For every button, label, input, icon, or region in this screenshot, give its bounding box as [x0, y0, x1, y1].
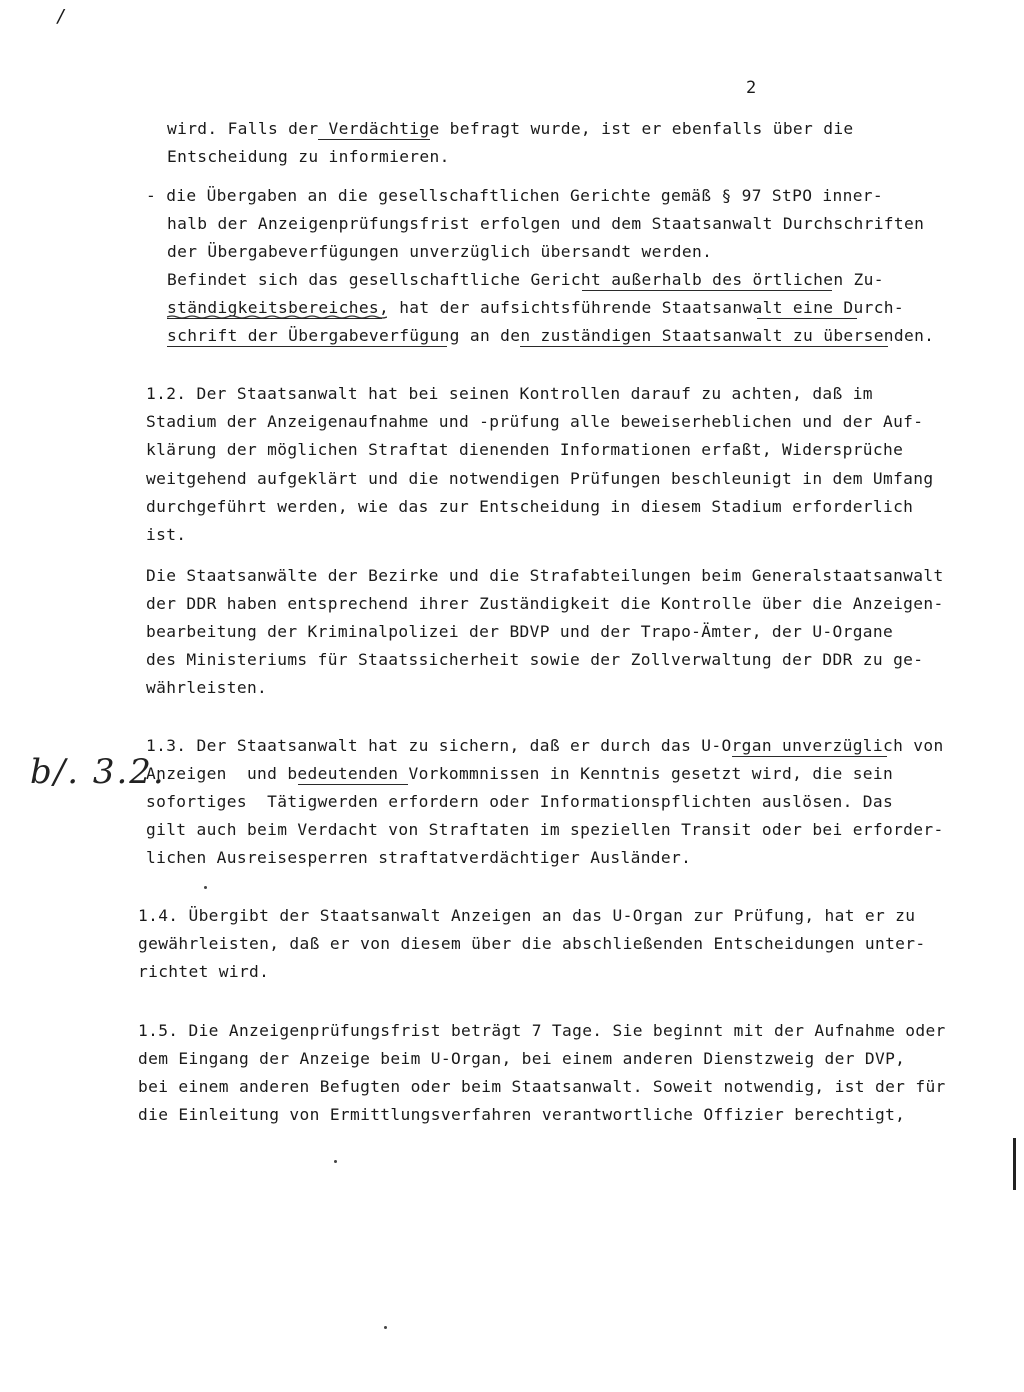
text-line: 1.4. Übergibt der Staatsanwalt Anzeigen an das U-Organ zur Prüfung, hat er zu	[138, 906, 916, 925]
text-line: halb der Anzeigenprüfungsfrist erfolgen und dem Staatsanwalt Durchschriften	[167, 214, 925, 233]
underline-schrift	[167, 346, 447, 347]
text-line: lichen Ausreisesperren straftatverdächtiger Ausländer.	[146, 848, 692, 867]
underline-unverzueglich	[732, 756, 887, 757]
text-line: währleisten.	[146, 678, 268, 697]
text-line: ist.	[146, 525, 187, 544]
text-line: sofortiges Tätigwerden erfordern oder Informationspflichten auslösen. Das	[146, 792, 894, 811]
underline-zustaendigkeit	[167, 318, 382, 319]
page-number: 2	[746, 78, 757, 98]
text-line: wird. Falls der Verdächtige befragt wurde, ist er ebenfalls über die	[167, 119, 854, 138]
text-line: Befindet sich das gesellschaftliche Gericht außerhalb des örtlichen Zu-	[167, 270, 884, 289]
text-line: 1.3. Der Staatsanwalt hat zu sichern, daß er durch das U-Organ unverzüglich von	[146, 736, 944, 755]
text-line: bearbeitung der Kriminalpolizei der BDVP und der Trapo-Ämter, der U-Organe	[146, 622, 894, 641]
text-line: dem Eingang der Anzeige beim U-Organ, bei einem anderen Dienstzweig der DVP,	[138, 1049, 906, 1068]
text-line: schrift der Übergabeverfügung an den zuständigen Staatsanwalt zu übersenden.	[167, 326, 935, 345]
speck	[204, 886, 207, 889]
text-line: ständigkeitsbereiches, hat der aufsichtsführende Staatsanwalt eine Durch-	[167, 298, 904, 317]
text-line: der Übergabeverfügungen unverzüglich übersandt werden.	[167, 242, 713, 261]
text-line: richtet wird.	[138, 962, 270, 981]
underline-ausserhalb	[582, 290, 832, 291]
text-line: bei einem anderen Befugten oder beim Staatsanwalt. Soweit notwendig, ist der für	[138, 1077, 946, 1096]
text-line: klärung der möglichen Straftat dienenden Informationen erfaßt, Widersprüche	[146, 440, 904, 459]
underline-bedeutenden	[298, 784, 408, 785]
text-line: - die Übergaben an die gesellschaftlichen Gerichte gemäß § 97 StPO inner-	[146, 186, 883, 205]
text-line: der DDR haben entsprechend ihrer Zuständigkeit die Kontrolle über die Anzeigen-	[146, 594, 944, 613]
text-line: 1.2. Der Staatsanwalt hat bei seinen Kontrollen darauf zu achten, daß im	[146, 384, 873, 403]
text-line: gilt auch beim Verdacht von Straftaten im speziellen Transit oder bei erforder-	[146, 820, 944, 839]
text-line: Entscheidung zu informieren.	[167, 147, 450, 166]
text-line: Anzeigen und bedeutenden Vorkommnissen in Kenntnis gesetzt wird, die sein	[146, 764, 894, 783]
speck	[334, 1160, 337, 1163]
margin-rule	[1013, 1138, 1016, 1190]
underline-uebersenden	[520, 346, 888, 347]
text-line: durchgeführt werden, wie das zur Entscheidung in diesem Stadium erforderlich	[146, 497, 914, 516]
margin-note: b/. 3.2.	[30, 752, 166, 792]
corner-mark: /	[56, 6, 67, 27]
underline-eine-durch	[757, 318, 857, 319]
speck	[384, 1326, 387, 1329]
text-line: des Ministeriums für Staatssicherheit sowie der Zollverwaltung der DDR zu ge-	[146, 650, 924, 669]
text-line: Die Staatsanwälte der Bezirke und die Strafabteilungen beim Generalstaatsanwalt	[146, 566, 944, 585]
text-line: Stadium der Anzeigenaufnahme und -prüfung alle beweiserheblichen und der Auf-	[146, 412, 924, 431]
underline-verdaechtige	[318, 139, 430, 140]
text-line: gewährleisten, daß er von diesem über die abschließenden Entscheidungen unter-	[138, 934, 926, 953]
text-line: die Einleitung von Ermittlungsverfahren verantwortliche Offizier berechtigt,	[138, 1105, 906, 1124]
text-line: 1.5. Die Anzeigenprüfungsfrist beträgt 7 Tage. Sie beginnt mit der Aufnahme oder	[138, 1021, 946, 1040]
text-line: weitgehend aufgeklärt und die notwendigen Prüfungen beschleunigt in dem Umfang	[146, 469, 934, 488]
